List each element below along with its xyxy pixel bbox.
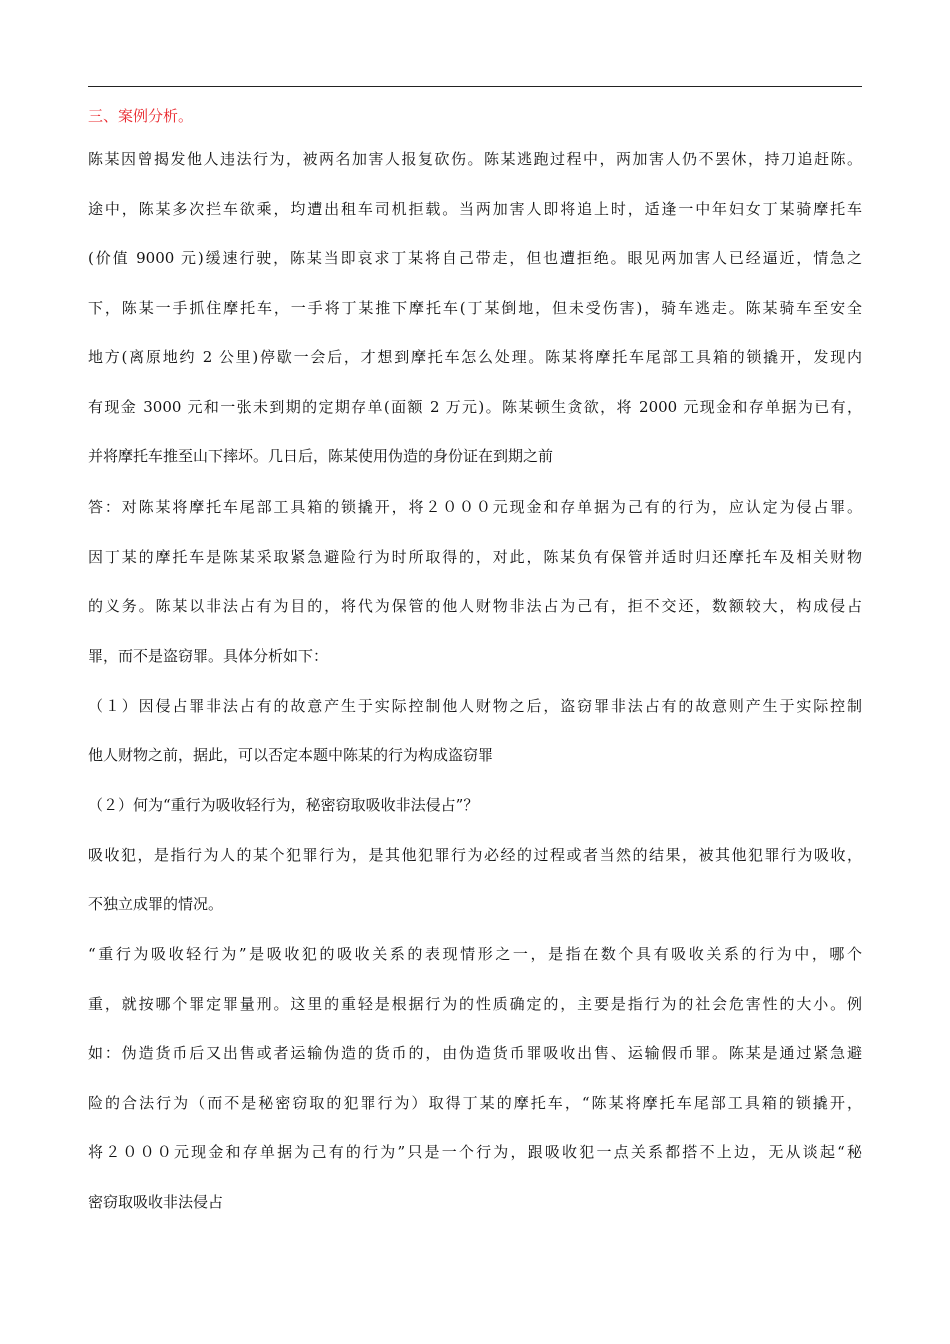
paragraph-line: 陈某因曾揭发他人违法行为，被两名加害人报复砍伤。陈某逃跑过程中，两加害人仍不罢休，持刀追赶陈。: [88, 150, 862, 168]
answer-line: 因丁某的摩托车是陈某采取紧急避险行为时所取得的，对此，陈某负有保管并适时归还摩托车及相关财物: [88, 548, 862, 566]
definition-line: 不独立成罪的情况。: [88, 895, 224, 913]
paragraph-line: 地方(离原地约 2 公里)停歇一会后，才想到摩托车怎么处理。陈某将摩托车尾部工具箱的锁撬开，发现内: [88, 348, 862, 366]
point-1-line: 他人财物之前，据此，可以否定本题中陈某的行为构成盗窃罪: [88, 746, 494, 764]
analysis-line: 将２０００元现金和存单据为己有的行为”只是一个行为，跟吸收犯一点关系都搭不上边，无从谈起“秘: [88, 1143, 862, 1161]
analysis-line: 重，就按哪个罪定罪量刑。这里的重轻是根据行为的性质确定的，主要是指行为的社会危害性的大小。例: [88, 995, 862, 1013]
answer-line: 罪，而不是盗窃罪。具体分析如下：: [88, 647, 329, 665]
definition-line: 吸收犯，是指行为人的某个犯罪行为，是其他犯罪行为必经的过程或者当然的结果，被其他犯罪行为吸收，: [88, 846, 862, 864]
paragraph-line: 途中，陈某多次拦车欲乘，均遭出租车司机拒载。当两加害人即将追上时，适逢一中年妇女丁某骑摩托车: [88, 200, 862, 218]
section-heading: 三、案例分析。: [88, 107, 194, 125]
answer-line: 的义务。陈某以非法占有为目的，将代为保管的他人财物非法占为己有，拒不交还，数额较大，构成侵占: [88, 597, 862, 615]
analysis-line: 如：伪造货币后又出售或者运输伪造的货币的，由伪造货币罪吸收出售、运输假币罪。陈某是通过紧急避: [88, 1044, 862, 1062]
answer-line: 答：对陈某将摩托车尾部工具箱的锁撬开，将２０００元现金和存单据为己有的行为，应认定为侵占罪。: [88, 498, 862, 516]
analysis-line: 险的合法行为（而不是秘密窃取的犯罪行为）取得丁某的摩托车，“陈某将摩托车尾部工具箱的锁撬开，: [88, 1094, 862, 1112]
paragraph-line: 并将摩托车推至山下摔坏。几日后，陈某使用伪造的身份证在到期之前: [88, 447, 554, 465]
paragraph-line: (价值 9000 元)缓速行驶，陈某当即哀求丁某将自己带走，但也遭拒绝。眼见两加害人已经逼近，情急之: [88, 249, 862, 267]
paragraph-line: 有现金 3000 元和一张未到期的定期存单(面额 2 万元)。陈某顿生贪欲，将 2000 元现金和存单据为已有，: [88, 398, 862, 416]
paragraph-line: 下，陈某一手抓住摩托车，一手将丁某推下摩托车(丁某倒地，但未受伤害)，骑车逃走。陈某骑车至安全: [88, 299, 862, 317]
point-1-line: （１）因侵占罪非法占有的故意产生于实际控制他人财物之后，盗窃罪非法占有的故意则产生于实际控制: [88, 697, 862, 715]
analysis-line: “重行为吸收轻行为”是吸收犯的吸收关系的表现情形之一，是指在数个具有吸收关系的行为中，哪个: [88, 945, 862, 963]
header-rule: [88, 86, 862, 87]
analysis-line: 密窃取吸收非法侵占: [88, 1193, 224, 1211]
point-2-line: （２）何为“重行为吸收轻行为，秘密窃取吸收非法侵占”？: [88, 796, 479, 814]
